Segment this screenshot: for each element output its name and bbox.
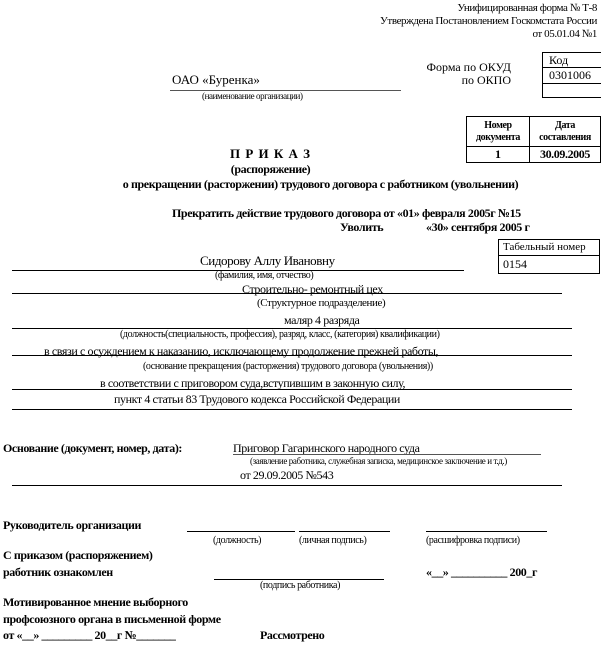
union-line3[interactable]: от «__» _________ 20__г №_______ [3, 628, 176, 642]
tab-number-table [498, 239, 600, 274]
grounds-line3-rule [12, 409, 572, 410]
basis-value: Приговор Гагаринского народного суда [233, 441, 420, 455]
okpo-label: по ОКПО [461, 73, 511, 87]
doc-date-header: Дата составления [530, 117, 600, 147]
order-title: П Р И К А З [229, 146, 312, 161]
dismiss-label: Уволить [340, 220, 384, 234]
union-line1: Мотивированное мнение выборного [3, 595, 188, 609]
terminate-contract-line: Прекратить действие трудового договора от «01» февраля 2005г №15 [172, 206, 521, 220]
okud-label: Форма по ОКУД [426, 60, 511, 74]
department-caption: (Структурное подразделение) [257, 297, 386, 309]
acquainted-line2: работник ознакомлен [3, 565, 113, 579]
acquainted-date-blank[interactable]: «__» __________ 200_г [426, 565, 538, 579]
department-value: Строительно- ремонтный цех [242, 282, 383, 296]
okud-code-value: 0301006 [543, 68, 601, 84]
position-value: маляр 4 разряда [284, 313, 360, 327]
head-position-field[interactable] [187, 531, 295, 532]
grounds-caption: (основание прекращения (расторжения) трудового договора (увольнения)) [143, 361, 433, 372]
basis-value2-line [12, 485, 562, 486]
okpo-code-value [543, 84, 601, 98]
order-subject: о прекращении (расторжении) трудового договора с работником (увольнении) [122, 177, 519, 191]
code-table [542, 52, 601, 98]
tab-number-label: Табельный номер [499, 240, 599, 256]
tab-number-value: 0154 [503, 257, 527, 271]
acquainted-line1: С приказом (распоряжением) [3, 548, 153, 562]
organization-caption: (наименование организации) [202, 91, 303, 101]
doc-number-value: 1 [467, 147, 530, 162]
head-signature-caption: (личная подпись) [299, 535, 367, 546]
employee-name: Сидорову Аллу Ивановну [200, 253, 335, 268]
basis-label: Основание (документ, номер, дата): [3, 441, 183, 455]
doc-number-header: Номер документа [467, 117, 530, 147]
grounds-line1: в связи с осуждением к наказанию, исключающему продолжение прежней работы, [44, 344, 439, 358]
union-line2: профсоюзного органа в письменной форме [3, 612, 221, 626]
head-decode-field[interactable] [426, 531, 547, 532]
unified-form-label: Унифицированная форма № Т-8 [457, 2, 597, 14]
dismiss-date: «30» сентября 2005 г [426, 220, 530, 234]
employee-name-caption: (фамилия, имя, отчество) [215, 270, 314, 281]
union-reviewed: Рассмотрено [260, 628, 325, 642]
basis-value2: от 29.09.2005 №543 [240, 468, 334, 482]
grounds-line2-rule [12, 389, 572, 390]
head-label: Руководитель организации [3, 518, 142, 532]
head-position-caption: (должность) [213, 535, 262, 546]
code-header: Код [543, 53, 601, 68]
grounds-line2: в соответствии с приговором суда,вступившим в законную силу, [100, 376, 406, 390]
grounds-line1-rule [12, 355, 572, 356]
order-subtitle: (распоряжение) [230, 162, 311, 176]
doc-date-value: 30.09.2005 [539, 147, 590, 161]
employee-signature-caption: (подпись работника) [260, 580, 341, 591]
head-decode-caption: (расшифровка подписи) [426, 535, 520, 546]
position-caption: (должность(специальность, профессия), разряд, класс, (категория) квалификации) [120, 329, 440, 340]
organization-name: ОАО «Буренка» [172, 72, 260, 87]
approved-by-label: Утверждена Постановлением Госкомстата России [380, 15, 597, 27]
basis-caption: (заявление работника, служебная записка, медицинское заключение и т.д.) [250, 456, 507, 466]
approved-date-label: от 05.01.04 №1 [532, 28, 597, 40]
head-signature-field[interactable] [299, 531, 390, 532]
basis-value-line [233, 454, 541, 455]
grounds-line3: пункт 4 статьи 83 Трудового кодекса Российской Федерации [114, 392, 400, 406]
